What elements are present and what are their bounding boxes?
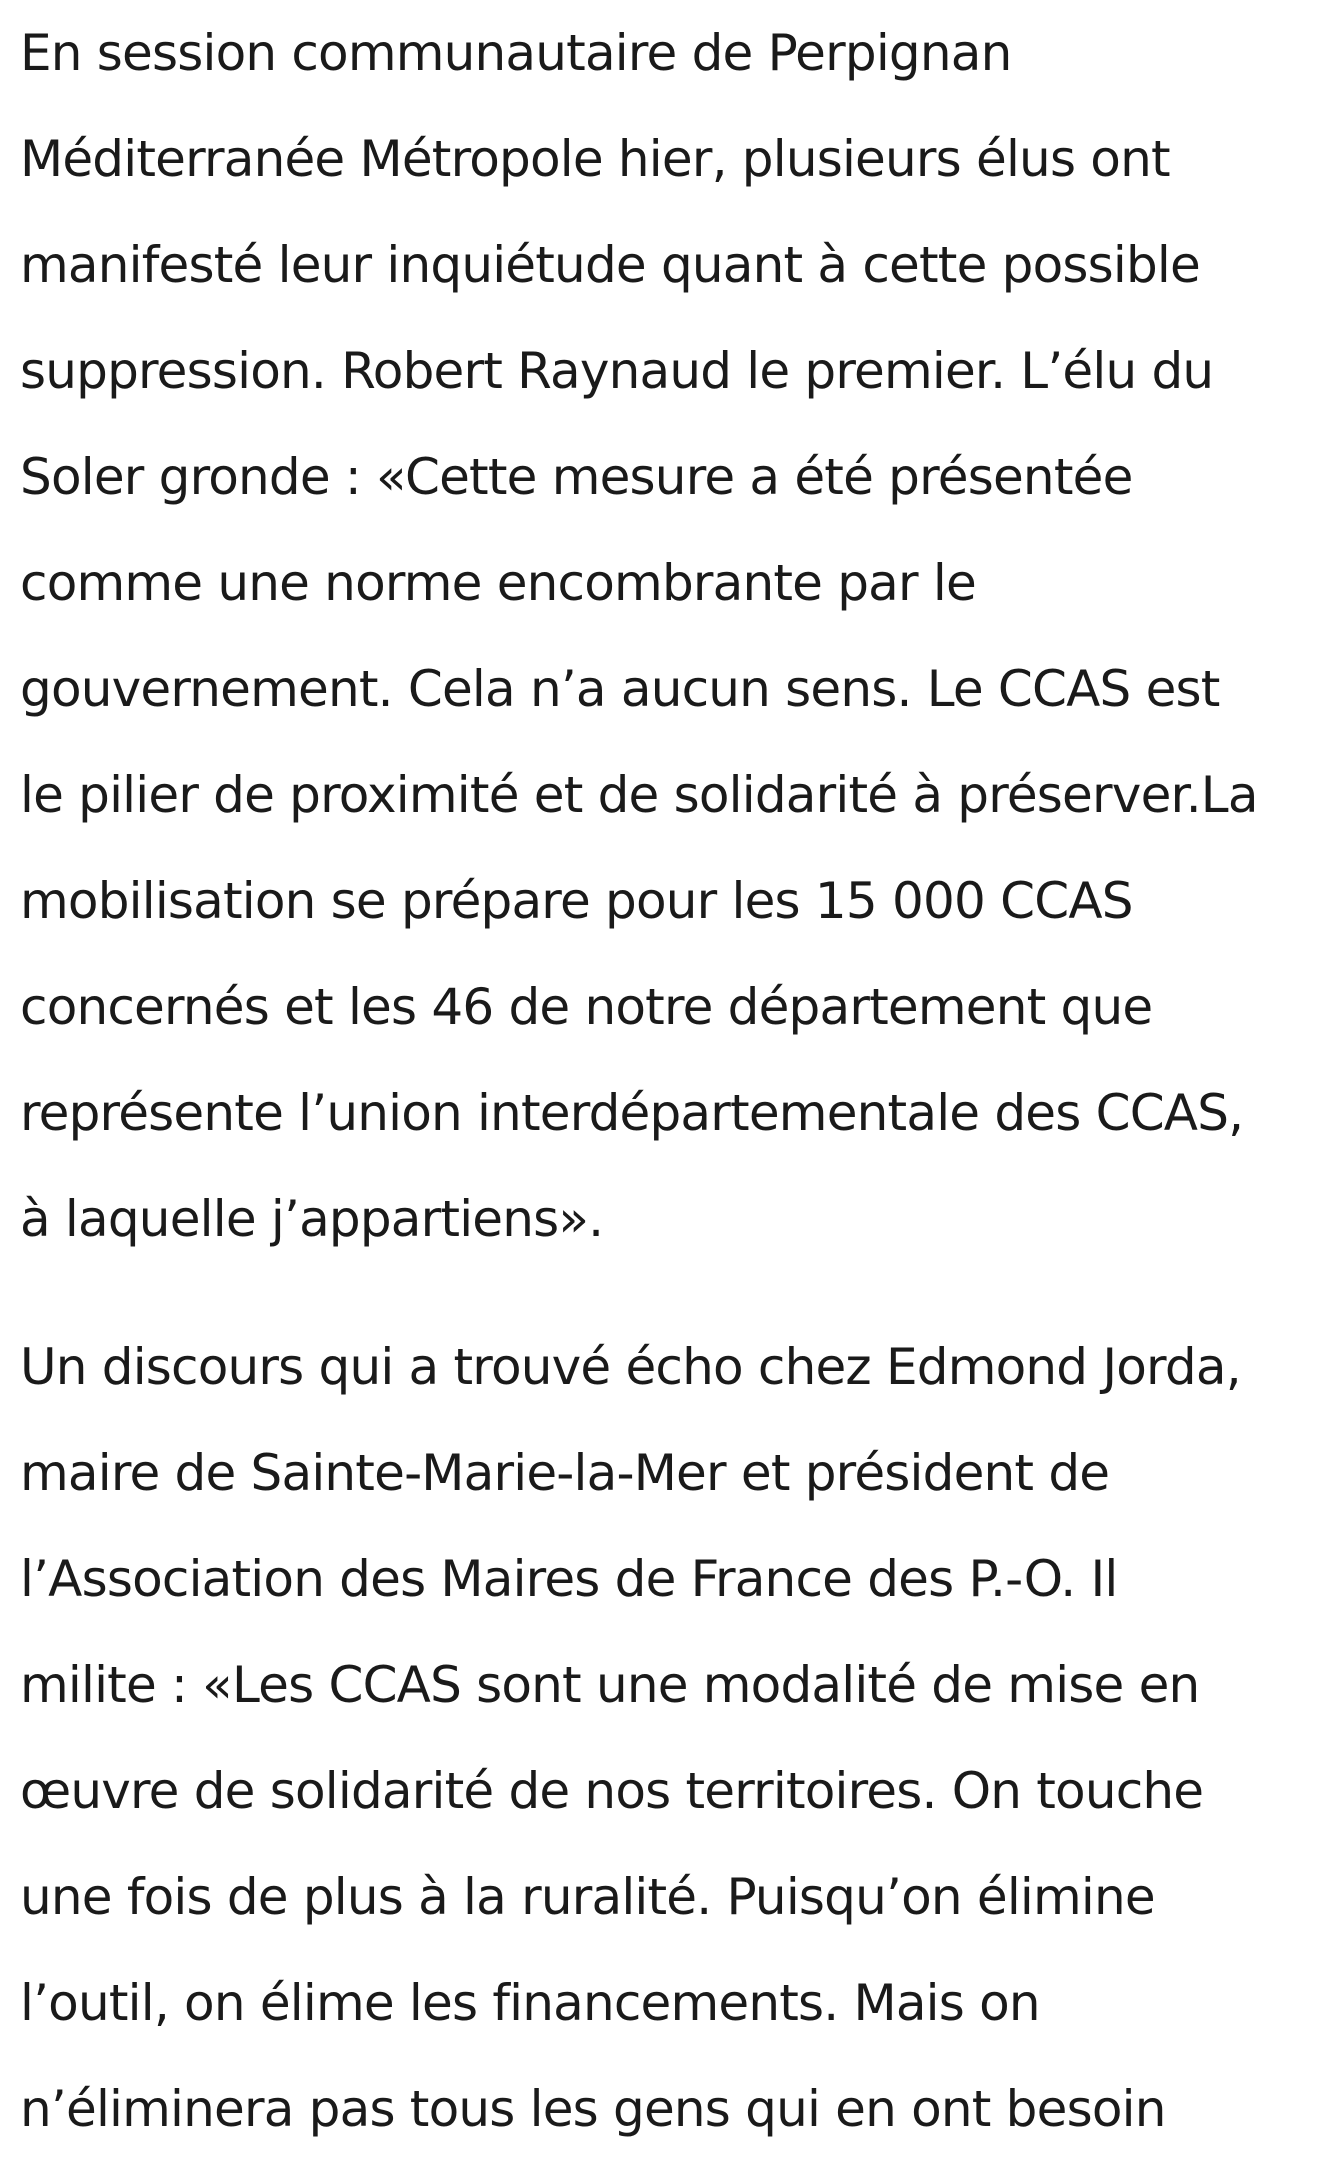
text-line: à laquelle j’appartiens». <box>20 1190 604 1248</box>
text-line: l’Association des Maires de France des P.-O. Il <box>20 1550 1118 1608</box>
text-line: Un discours qui a trouvé écho chez Edmond Jorda, <box>20 1338 1241 1396</box>
text-line: œuvre de solidarité de nos territoires. On touche <box>20 1762 1204 1820</box>
text-line: représente l’union interdépartementale des CCAS, <box>20 1084 1244 1142</box>
text-line: manifesté leur inquiétude quant à cette possible <box>20 236 1200 294</box>
text-line: n’éliminera pas tous les gens qui en ont besoin <box>20 2080 1166 2138</box>
text-line: milite : «Les CCAS sont une modalité de mise en <box>20 1656 1200 1714</box>
text-line: concernés et les 46 de notre département que <box>20 978 1153 1036</box>
text-line: maire de Sainte-Marie-la-Mer et président de <box>20 1444 1110 1502</box>
text-line: mobilisation se prépare pour les 15 000 CCAS <box>20 872 1133 930</box>
text-line: Soler gronde : «Cette mesure a été présentée <box>20 448 1133 506</box>
text-line: En session communautaire de Perpignan <box>20 24 1012 82</box>
text-line: l’outil, on élime les financements. Mais on <box>20 1974 1040 2032</box>
text-line: le pilier de proximité et de solidarité à préserver.La <box>20 766 1258 824</box>
paragraph <box>20 0 1258 1272</box>
text-line: comme une norme encombrante par le <box>20 554 976 612</box>
text-line: une fois de plus à la ruralité. Puisqu’on élimine <box>20 1868 1155 1926</box>
text-line: Méditerranée Métropole hier, plusieurs élus ont <box>20 130 1170 188</box>
paragraph <box>20 1314 1241 2162</box>
text-line: gouvernement. Cela n’a aucun sens. Le CCAS est <box>20 660 1220 718</box>
text-line: suppression. Robert Raynaud le premier. L’élu du <box>20 342 1214 400</box>
